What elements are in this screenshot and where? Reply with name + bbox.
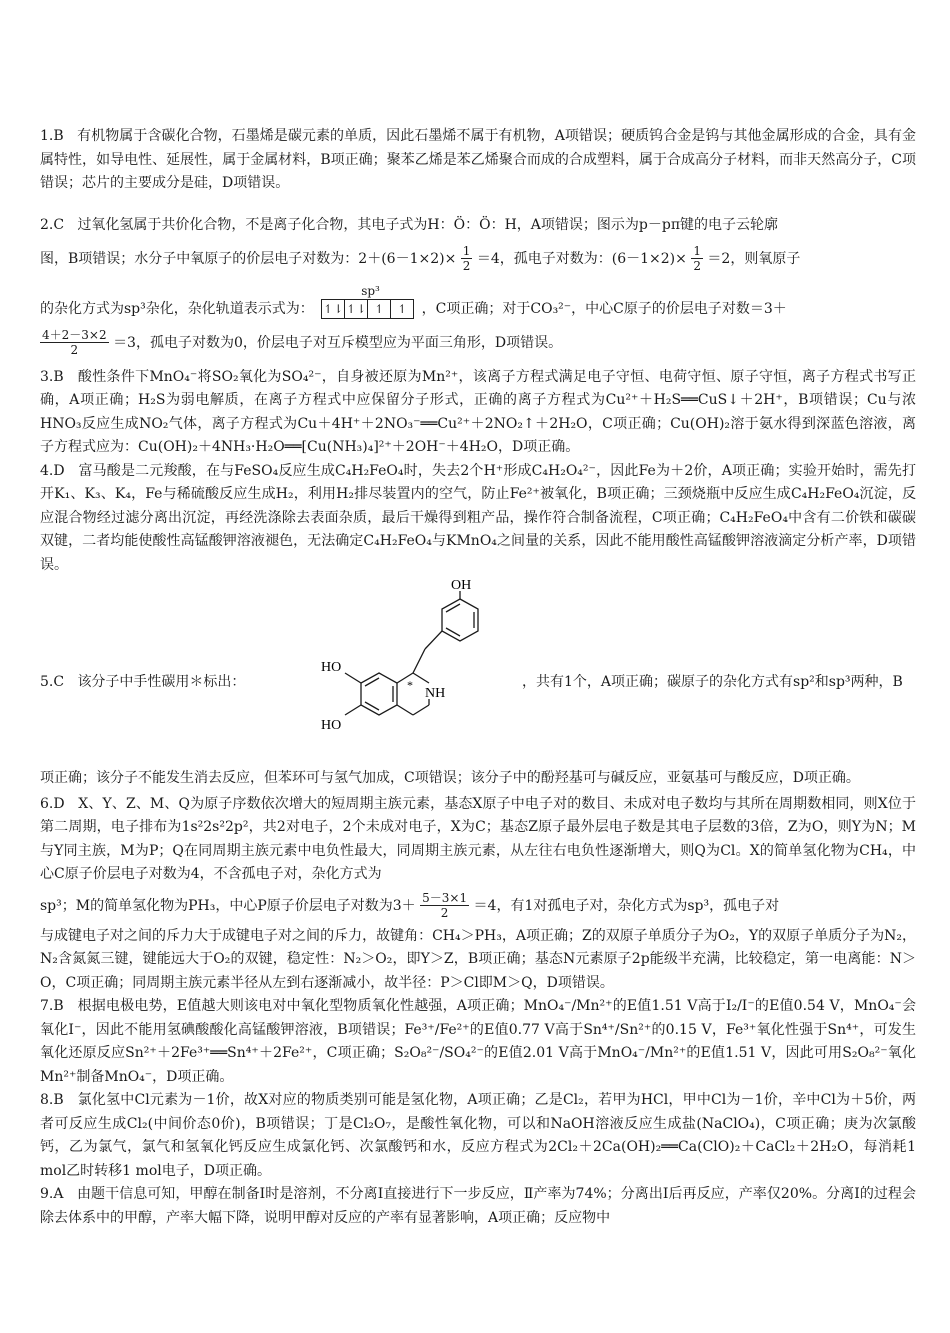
answer-1: [40, 125, 916, 196]
fraction-half-1: $\frac{1}{2}$: [462, 244, 471, 273]
answer-4: [40, 460, 916, 578]
answer-9-text: 由题干信息可知，甲醇在制备Ⅰ时是溶剂，不分离Ⅰ直接进行下一步反应，Ⅱ产率为74%；分离出Ⅰ后再反应，产率仅20%。分离Ⅰ的过程会除去体系中的甲醇，产率大幅下降，说明甲醇对反应的产率有显著影响，A项正确；反应物中: [40, 1186, 916, 1226]
phenol-ring: [442, 599, 478, 641]
answer-9-label: 9.A: [40, 1186, 64, 1202]
answer-2-label: 2.C: [40, 216, 65, 233]
answer-6-line-a: sp³；M的简单氢化物为PH₃，中心P原子价层电子对数为3＋: [40, 897, 416, 914]
answer-6-text2: 与成键电子对之间的斥力大于成键电子对之间的斥力，故键角：CH₄＞PH₃，A项正确；Z的双原子单质分子为O₂，Y的双原子单质分子为N₂，N₂含氮氮三键，键能远大于O₂的双键，稳定性：N₂＞O₂，即Y＞Z，B项正确；基态N元素原子2p能级半充满，比较稳定，第一电离能：N＞O，C项正确；同周期主族元素半径从左到右逐渐减小，故半径：P＞Cl即M＞Q，D项错误。: [40, 927, 916, 991]
answer-2-line2b: ＝4，孤电子对数为：(6－1×2)×: [476, 250, 687, 267]
answer-3-label: 3.B: [40, 368, 64, 385]
answer-2-line1: 过氧化氢属于共价化合物，不是离子化合物，其电子式为H：Ö：Ö：H，A项错误；图示为p－pπ键的电子云轮廓: [77, 216, 779, 233]
orbital-cell: ↿: [397, 301, 408, 316]
answer-1-label: 1.B: [40, 128, 64, 144]
answer-5-cont: 项正确；该分子不能发生消去反应，但苯环可与氢气加成，C项错误；该分子中的酚羟基可与碱反应，亚氨基可与酸反应，D项正确。: [40, 770, 860, 786]
sp3-orbital-diagram: [321, 283, 414, 326]
answer-4-text: 富马酸是二元羧酸，在与FeSO₄反应生成C₄H₂FeO₄时，失去2个H⁺形成C₄H₂O₄²⁻，因此Fe为＋2价，A项正确；实验开始时，需先打开K₁、K₃、K₄，Fe与稀硫酸反应生成H₂，利用H₂排尽装置内的空气，防止Fe²⁺被氧化，B项正确；三颈烧瓶中反应生成C₄H₂FeO₄沉淀，反应混合物经过滤分离出沉淀，再经洗涤除去表面杂质，最后干燥得到粗产品，操作符合制备流程，C项正确；C₄H₂FeO₄中含有二价铁和碳碳双键，二者均能使酸性高锰酸钾溶液褪色，无法确定C₄H₂FeO₄与KMnO₄之间量的关系，因此不能用酸性高锰酸钾溶液滴定分析产率，D项错误。: [40, 462, 916, 573]
answer-8-label: 8.B: [40, 1092, 64, 1108]
answer-8: [40, 1089, 916, 1183]
orbital-cell: ↿⇂: [323, 301, 344, 316]
fraction-co3: $\frac{4+2-3\times 2}{2}$: [42, 328, 107, 357]
label-oh-top: OH: [451, 579, 472, 593]
answer-7-label: 7.B: [40, 998, 64, 1014]
fraction-half-2: $\frac{1}{2}$: [693, 244, 701, 273]
answer-7: [40, 995, 916, 1089]
answer-3: [40, 366, 916, 460]
molecule-structure: [275, 579, 515, 767]
answer-2-line3b: ，C项正确；对于CO₃²⁻，中心C原子的价层电子对数＝3＋: [421, 300, 787, 317]
answer-4-label: 4.D: [40, 462, 65, 479]
orbital-label: sp³: [361, 283, 380, 298]
chiral-star: *: [407, 678, 413, 692]
answer-8-text: 氯化氢中Cl元素为－1价，故X对应的物质类别可能是氢化物，A项正确；乙是Cl₂，若甲为HCl，甲中Cl为－1价，辛中Cl为＋5价，两者可反应生成Cl₂(中间价态0价)，B项错误；丁是Cl₂O₇，是酸性氧化物，可以和NaOH溶液反应生成盐(NaClO₄)，C项正确；庚为次氯酸钙，乙为氯气，氯气和氢氧化钙反应生成氯化钙、次氯酸钙和水，反应方程式为2Cl₂＋2Ca(OH)₂══Ca(ClO)₂＋CaCl₂＋2H₂O，每消耗1 mol乙时转移1 mol电子，D项正确。: [40, 1092, 916, 1179]
answer-2-line2a: 图，B项错误；水分子中氧原子的价层电子对数为：2＋(6－1×2)×: [40, 250, 457, 267]
label-ho-lower: HO: [321, 718, 342, 733]
answer-6-line-b: ＝4，有1对孤电子对，杂化方式为sp³，孤电子对: [473, 897, 780, 914]
label-nh: NH: [425, 686, 446, 701]
answer-6: [40, 793, 916, 996]
benzene-ring: [361, 673, 397, 715]
answer-6-text1: X、Y、Z、M、Q为原子序数依次增大的短周期主族元素，基态X原子中电子对的数目、未成对电子数均与其所在周期数相同，则X位于第二周期，电子排布为1s²2s²2p²，共2对电子，2个未成对电子，X为C；基态Z原子最外层电子数是其电子层数的3倍，Z为O，则Y为N；M与Y同主族，M为P；Q在同周期主族元素中电负性最大，同周期主族元素，从左往右电负性逐渐增大，则Q为Cl。X的简单氢化物为CH₄，中心C原子价层电子对数为4，不含孤电子对，杂化方式为: [40, 795, 916, 882]
answer-5-structure-row: [40, 579, 916, 767]
answer-3-text: 酸性条件下MnO₄⁻将SO₂氧化为SO₄²⁻，自身被还原为Mn²⁺，该离子方程式满足电子守恒、电荷守恒、原子守恒，离子方程式书写正确，A项正确；H₂S为弱电解质，在离子方程式中应保留分子形式，正确的离子方程式为Cu²⁺＋H₂S══CuS↓＋2H⁺，B项错误；Cu与浓HNO₃反应生成NO₂气体，离子方程式为Cu＋4H⁺＋2NO₃⁻══Cu²⁺＋2NO₂↑＋2H₂O，C项正确；Cu(OH)₂溶于氨水得到深蓝色溶液，离子方程式应为：Cu(OH)₂＋4NH₃·H₂O══[Cu(NH₃)₄]²⁺＋2OH⁻＋4H₂O，D项正确。: [40, 368, 916, 455]
orbital-cell: ↿⇂: [346, 301, 367, 316]
answer-1-text: 有机物属于含碳化合物，石墨烯是碳元素的单质，因此石墨烯不属于有机物，A项错误；硬质钨合金是钨与其他金属形成的合金，具有金属特性，如导电性、延展性，属于金属材料，B项正确；聚苯乙烯是苯乙烯聚合而成的合成塑料，属于合成高分子材料，而非天然高分子，C项错误；芯片的主要成分是硅，D项错误。: [40, 128, 916, 191]
answer-9: [40, 1183, 916, 1230]
answer-page: [40, 125, 916, 1230]
answer-2-line3a: 的杂化方式为sp³杂化，杂化轨道表示式为：: [40, 300, 314, 317]
answer-2: [40, 208, 916, 360]
answer-2-line4: ＝3，孤电子对数为0，价层电子对互斥模型应为平面三角形，D项错误。: [113, 334, 563, 351]
answer-6-label: 6.D: [40, 795, 65, 812]
fraction-ph3: $\frac{5-3\times 1}{2}$: [422, 891, 468, 920]
answer-7-text: 根据电极电势，E值越大则该电对中氧化型物质氧化性越强，A项正确；MnO₄⁻/Mn²⁺的E值1.51 V高于I₂/I⁻的E值0.54 V，MnO₄⁻会氧化I⁻，因此不能用氢碘酸酸化高锰酸钾溶液，B项错误；Fe³⁺/Fe²⁺的E值0.77 V高于Sn⁴⁺/Sn²⁺的0.15 V，Fe³⁺氧化性强于Sn⁴⁺，可发生氧化还原反应Sn²⁺＋2Fe³⁺══Sn⁴⁺＋2Fe²⁺，C项正确；S₂O₈²⁻/SO₄²⁻的E值2.01 V高于MnO₄⁻/Mn²⁺的E值1.51 V，因此可用S₂O₈²⁻氧化Mn²⁺制备MnO₄⁻，D项正确。: [40, 998, 916, 1085]
orbital-cell: ↿: [368, 300, 391, 318]
answer-5-after: ，共有1个，A项正确；碳原子的杂化方式有sp²和sp³两种，B: [522, 674, 903, 690]
answer-5-lead: 5.C 该分子中手性碳用＊标出：: [40, 674, 246, 690]
answer-2-line2c: ＝2，则氧原子: [707, 250, 801, 267]
label-ho-upper: HO: [321, 660, 342, 675]
